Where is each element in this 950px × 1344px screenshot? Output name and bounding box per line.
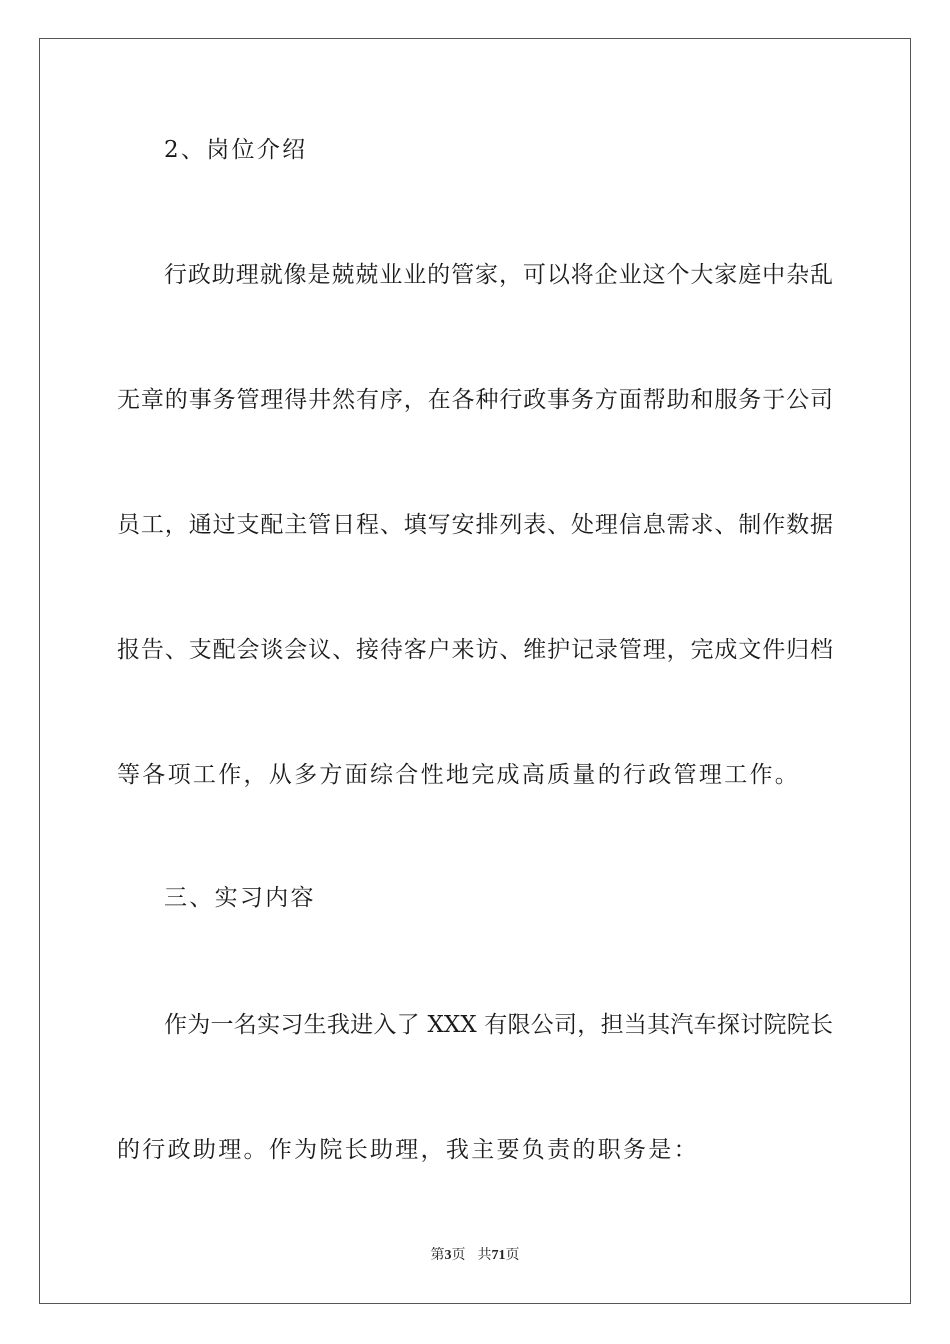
section-heading-internship-content: 三、实习内容 — [164, 885, 316, 911]
paragraph-line: 员工，通过支配主管日程、填写安排列表、处理信息需求、制作数据 — [117, 512, 833, 538]
paragraph-line: 报告、支配会谈会议、接待客户来访、维护记录管理，完成文件归档 — [117, 637, 833, 663]
footer-page-suffix: 页 — [451, 1248, 466, 1263]
section-heading-job-intro: 2、岗位介绍 — [164, 137, 308, 163]
paragraph-line: 行政助理就像是兢兢业业的管家，可以将企业这个大家庭中杂乱 — [164, 262, 833, 288]
paragraph-line: 无章的事务管理得井然有序，在各种行政事务方面帮助和服务于公司 — [117, 387, 833, 413]
footer-prefix: 第 — [430, 1248, 445, 1263]
current-page-number: 3 — [444, 1248, 452, 1263]
page-footer — [0, 1247, 950, 1265]
footer-total-prefix: 共 — [477, 1248, 492, 1263]
paragraph-line: 的行政助理。作为院长助理，我主要负责的职务是： — [117, 1137, 699, 1163]
total-page-count: 71 — [491, 1248, 506, 1263]
paragraph-line: 等各项工作，从多方面综合性地完成高质量的行政管理工作。 — [117, 762, 801, 788]
paragraph-line: 作为一名实习生我进入了 XXX 有限公司，担当其汽车探讨院院长 — [164, 1012, 833, 1038]
footer-total-suffix: 页 — [505, 1248, 520, 1263]
page-border — [39, 38, 911, 1304]
